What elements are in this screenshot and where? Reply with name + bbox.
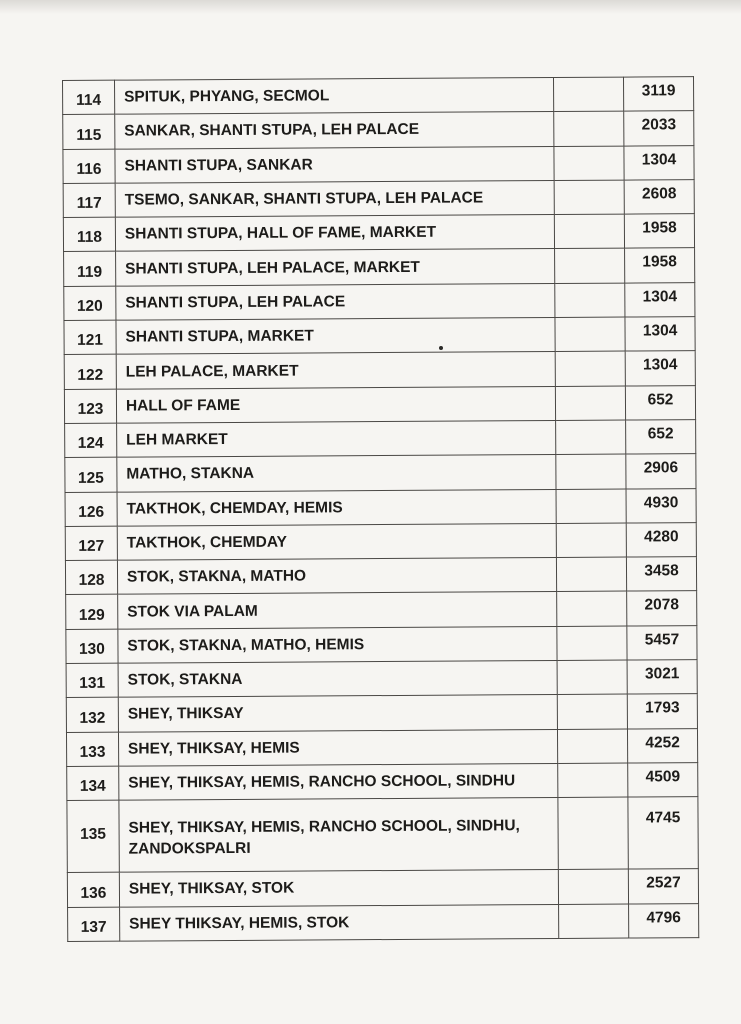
route-name: LEH PALACE, MARKET <box>116 352 555 389</box>
route-name: SHEY, THIKSAY, STOK <box>119 870 558 907</box>
table-row <box>63 145 694 183</box>
fare-amount: 2033 <box>624 111 694 146</box>
table-row <box>63 214 694 252</box>
fare-amount: 4745 <box>628 797 698 869</box>
fare-amount: 1958 <box>624 214 694 249</box>
table-row <box>64 282 695 320</box>
table-row <box>65 522 696 560</box>
table-row <box>63 180 694 218</box>
table-row <box>65 557 696 595</box>
route-name: STOK, STAKNA, MATHO, HEMIS <box>118 626 557 663</box>
route-name: SANKAR, SHANTI STUPA, LEH PALACE <box>115 112 554 149</box>
table-row <box>67 869 698 907</box>
route-name: SHANTI STUPA, LEH PALACE <box>116 283 555 320</box>
table-row <box>65 454 696 492</box>
serial-number: 116 <box>63 149 115 184</box>
table-row <box>63 77 694 115</box>
fare-amount: 5457 <box>627 625 697 660</box>
route-name: STOK VIA PALAM <box>118 592 557 629</box>
fare-amount: 2608 <box>624 180 694 215</box>
empty-cell <box>558 763 628 798</box>
serial-number: 131 <box>66 663 118 698</box>
table-row <box>65 420 696 458</box>
table-row <box>66 728 697 766</box>
route-name: SPITUK, PHYANG, SECMOL <box>114 77 553 114</box>
route-name: MATHO, STAKNA <box>117 455 556 492</box>
page-shadow <box>0 0 741 14</box>
fare-amount: 2078 <box>627 591 697 626</box>
route-name: TAKTHOK, CHEMDAY <box>117 523 556 560</box>
serial-number: 137 <box>68 907 120 942</box>
empty-cell <box>555 351 625 386</box>
serial-number: 123 <box>64 389 116 424</box>
empty-cell <box>554 180 624 215</box>
empty-cell <box>557 557 627 592</box>
route-name <box>119 798 559 873</box>
empty-cell <box>557 592 627 627</box>
route-name: SHANTI STUPA, MARKET <box>116 318 555 355</box>
serial-number: 126 <box>65 492 117 527</box>
fare-amount: 1304 <box>625 351 695 386</box>
serial-number: 115 <box>63 114 115 149</box>
serial-number: 120 <box>64 286 116 321</box>
fare-amount: 2527 <box>628 869 698 904</box>
table-row <box>66 591 697 629</box>
empty-cell <box>557 626 627 661</box>
fare-amount: 3458 <box>626 557 696 592</box>
empty-cell <box>556 454 626 489</box>
serial-number: 132 <box>66 698 118 733</box>
serial-number: 128 <box>65 560 117 595</box>
empty-cell <box>556 386 626 421</box>
empty-cell <box>558 729 628 764</box>
empty-cell <box>554 111 624 146</box>
route-name: SHEY, THIKSAY, HEMIS, RANCHO SCHOOL, SINDHU <box>119 763 558 800</box>
route-name: STOK, STAKNA, MATHO <box>117 558 556 595</box>
fare-amount: 1304 <box>625 282 695 317</box>
table-row <box>64 248 695 286</box>
empty-cell <box>555 283 625 318</box>
table-row <box>67 763 698 801</box>
ink-speck <box>439 346 443 350</box>
fare-amount: 1958 <box>625 248 695 283</box>
route-name-line-1: SHEY, THIKSAY, HEMIS, RANCHO SCHOOL, SINDHU, <box>128 816 520 837</box>
table-row <box>65 488 696 526</box>
route-name: SHEY, THIKSAY <box>118 695 557 732</box>
route-name: HALL OF FAME <box>116 386 555 423</box>
serial-number: 130 <box>66 629 118 664</box>
fare-table <box>62 76 699 942</box>
table-row <box>63 111 694 149</box>
table-row <box>64 351 695 389</box>
serial-number: 119 <box>64 252 116 287</box>
route-name: SHANTI STUPA, HALL OF FAME, MARKET <box>115 215 554 252</box>
fare-amount: 4796 <box>629 903 699 938</box>
serial-number: 114 <box>63 80 115 115</box>
serial-number: 135 <box>67 800 119 872</box>
serial-number: 133 <box>66 732 118 767</box>
fare-amount: 3021 <box>627 660 697 695</box>
serial-number: 127 <box>65 526 117 561</box>
serial-number: 124 <box>65 423 117 458</box>
fare-amount: 1304 <box>625 317 695 352</box>
route-name-line-2: ZANDOKSPALRI <box>128 839 251 858</box>
empty-cell <box>554 146 624 181</box>
table-row <box>68 903 699 941</box>
table-row <box>64 385 695 423</box>
route-name: SHANTI STUPA, SANKAR <box>115 146 554 183</box>
route-name: SHEY THIKSAY, HEMIS, STOK <box>119 904 558 941</box>
serial-number: 117 <box>63 183 115 218</box>
empty-cell <box>559 904 629 939</box>
fare-amount: 4252 <box>628 728 698 763</box>
serial-number: 125 <box>65 457 117 492</box>
empty-cell <box>555 214 625 249</box>
serial-number: 118 <box>63 217 115 252</box>
fare-amount: 4930 <box>626 488 696 523</box>
empty-cell <box>559 869 629 904</box>
serial-number: 129 <box>66 595 118 630</box>
serial-number: 136 <box>67 872 119 907</box>
empty-cell <box>555 317 625 352</box>
route-name: STOK, STAKNA <box>118 661 557 698</box>
table-row <box>67 797 698 873</box>
empty-cell <box>558 797 628 869</box>
empty-cell <box>554 77 624 112</box>
serial-number: 121 <box>64 320 116 355</box>
fare-amount: 1793 <box>627 694 697 729</box>
fare-amount: 4280 <box>626 522 696 557</box>
serial-number: 122 <box>64 355 116 390</box>
route-name: SHEY, THIKSAY, HEMIS <box>118 729 557 766</box>
fare-amount: 652 <box>626 420 696 455</box>
fare-amount: 1304 <box>624 145 694 180</box>
fare-amount: 3119 <box>624 77 694 112</box>
empty-cell <box>556 489 626 524</box>
route-name: LEH MARKET <box>117 420 556 457</box>
fare-amount: 652 <box>625 385 695 420</box>
table-row <box>64 317 695 355</box>
empty-cell <box>556 523 626 558</box>
serial-number: 134 <box>67 766 119 801</box>
table-row <box>66 625 697 663</box>
fare-amount: 4509 <box>628 763 698 798</box>
table-row <box>66 694 697 732</box>
route-name: TSEMO, SANKAR, SHANTI STUPA, LEH PALACE <box>115 180 554 217</box>
empty-cell <box>556 420 626 455</box>
empty-cell <box>557 660 627 695</box>
route-name: SHANTI STUPA, LEH PALACE, MARKET <box>115 249 554 286</box>
fare-amount: 2906 <box>626 454 696 489</box>
table-row <box>66 660 697 698</box>
empty-cell <box>555 249 625 284</box>
empty-cell <box>557 694 627 729</box>
route-name: TAKTHOK, CHEMDAY, HEMIS <box>117 489 556 526</box>
